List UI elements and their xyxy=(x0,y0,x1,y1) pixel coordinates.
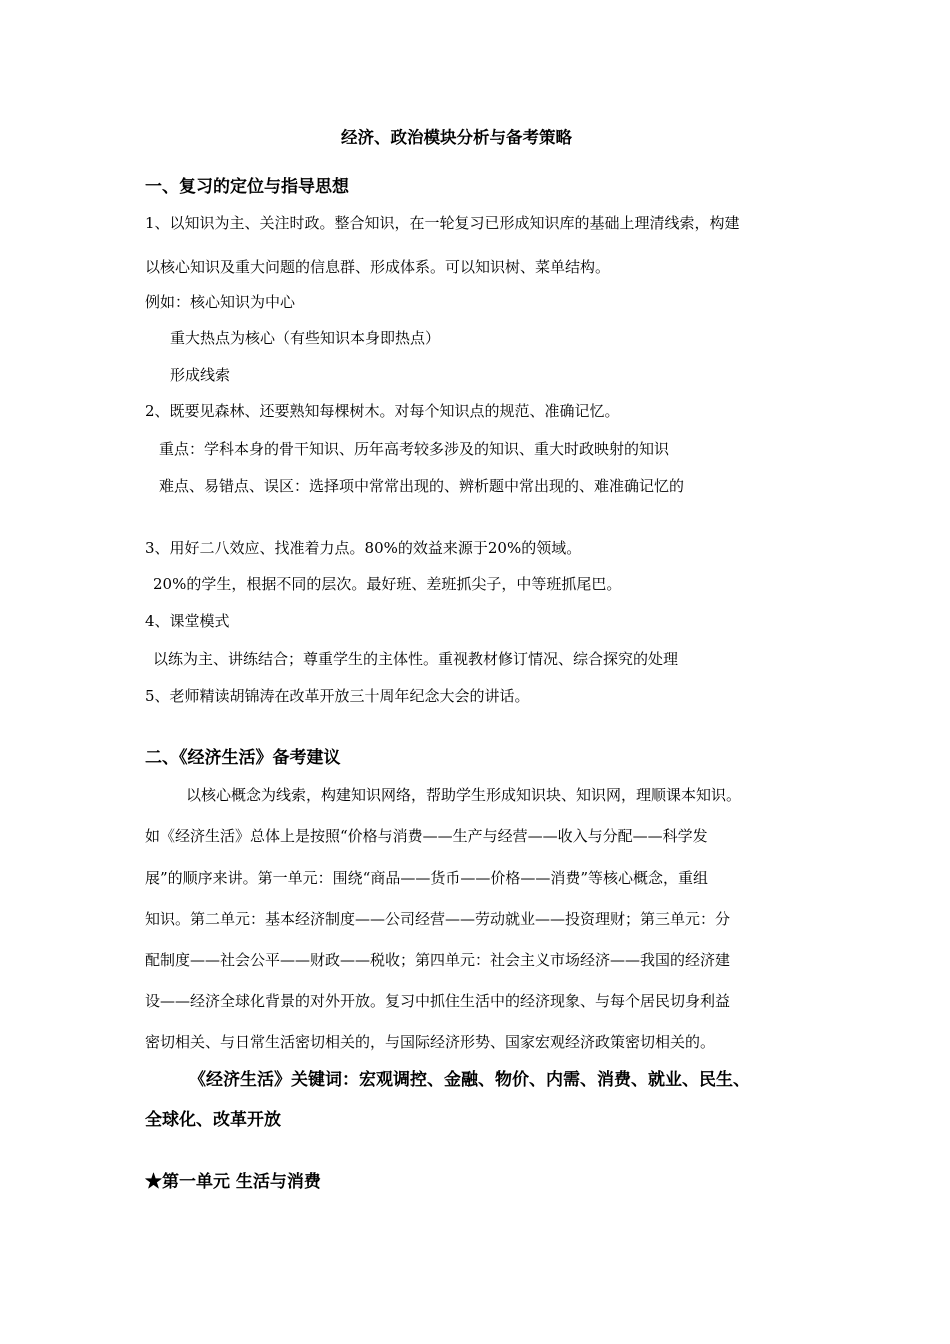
section-heading-2: 二、《经济生活》备考建议 xyxy=(145,748,341,768)
body-line: 以练为主、讲练结合；尊重学生的主体性。重视教材修订情况、综合探究的处理 xyxy=(153,650,679,668)
document-title: 经济、政治模块分析与备考策略 xyxy=(341,128,572,147)
keywords-line: 《经济生活》关键词：宏观调控、金融、物价、内需、消费、就业、民生、 xyxy=(189,1070,750,1090)
paragraph-line: 设——经济全球化背景的对外开放。复习中抓住生活中的经济现象、与每个居民切身利益 xyxy=(145,992,731,1010)
body-line: 20%的学生，根据不同的层次。最好班、差班抓尖子，中等班抓尾巴。 xyxy=(153,575,622,593)
paragraph-line: 如《经济生活》总体上是按照“价格与消费——生产与经营——收入与分配——科学发 xyxy=(145,827,708,845)
body-line: 形成线索 xyxy=(170,366,231,384)
body-line: 重大热点为核心（有些知识本身即热点） xyxy=(170,329,441,347)
paragraph-line: 密切相关、与日常生活密切相关的，与国际经济形势、国家宏观经济政策密切相关的。 xyxy=(145,1033,716,1051)
section-heading-1: 一、复习的定位与指导思想 xyxy=(145,177,349,197)
body-line: 4、课堂模式 xyxy=(145,612,230,630)
body-line: 1、以知识为主、关注时政。整合知识，在一轮复习已形成知识库的基础上理清线索，构建 xyxy=(145,214,740,232)
body-line: 例如：核心知识为中心 xyxy=(145,293,296,311)
body-line: 5、老师精读胡锦涛在改革开放三十周年纪念大会的讲话。 xyxy=(145,687,530,705)
body-line: 3、用好二八效应、找准着力点。80%的效益来源于20%的领域。 xyxy=(145,539,582,557)
body-line: 以核心知识及重大问题的信息群、形成体系。可以知识树、菜单结构。 xyxy=(145,258,611,276)
keywords-line: 全球化、改革开放 xyxy=(145,1110,281,1130)
unit-heading: ★第一单元 生活与消费 xyxy=(145,1172,321,1192)
body-line: 2、既要见森林、还要熟知每棵树木。对每个知识点的规范、准确记忆。 xyxy=(145,402,620,420)
paragraph-line: 展”的顺序来讲。第一单元：围绕“商品——货币——价格——消费”等核心概念，重组 xyxy=(145,869,709,887)
body-line: 重点：学科本身的骨干知识、历年高考较多涉及的知识、重大时政映射的知识 xyxy=(159,440,670,458)
body-line: 难点、易错点、误区：选择项中常常出现的、辨析题中常出现的、难准确记忆的 xyxy=(159,477,685,495)
paragraph-line: 以核心概念为线索，构建知识网络，帮助学生形成知识块、知识网，理顺课本知识。 xyxy=(186,786,742,804)
paragraph-line: 配制度——社会公平——财政——税收；第四单元：社会主义市场经济——我国的经济建 xyxy=(145,951,731,969)
paragraph-line: 知识。第二单元：基本经济制度——公司经营——劳动就业——投资理财；第三单元：分 xyxy=(145,910,731,928)
